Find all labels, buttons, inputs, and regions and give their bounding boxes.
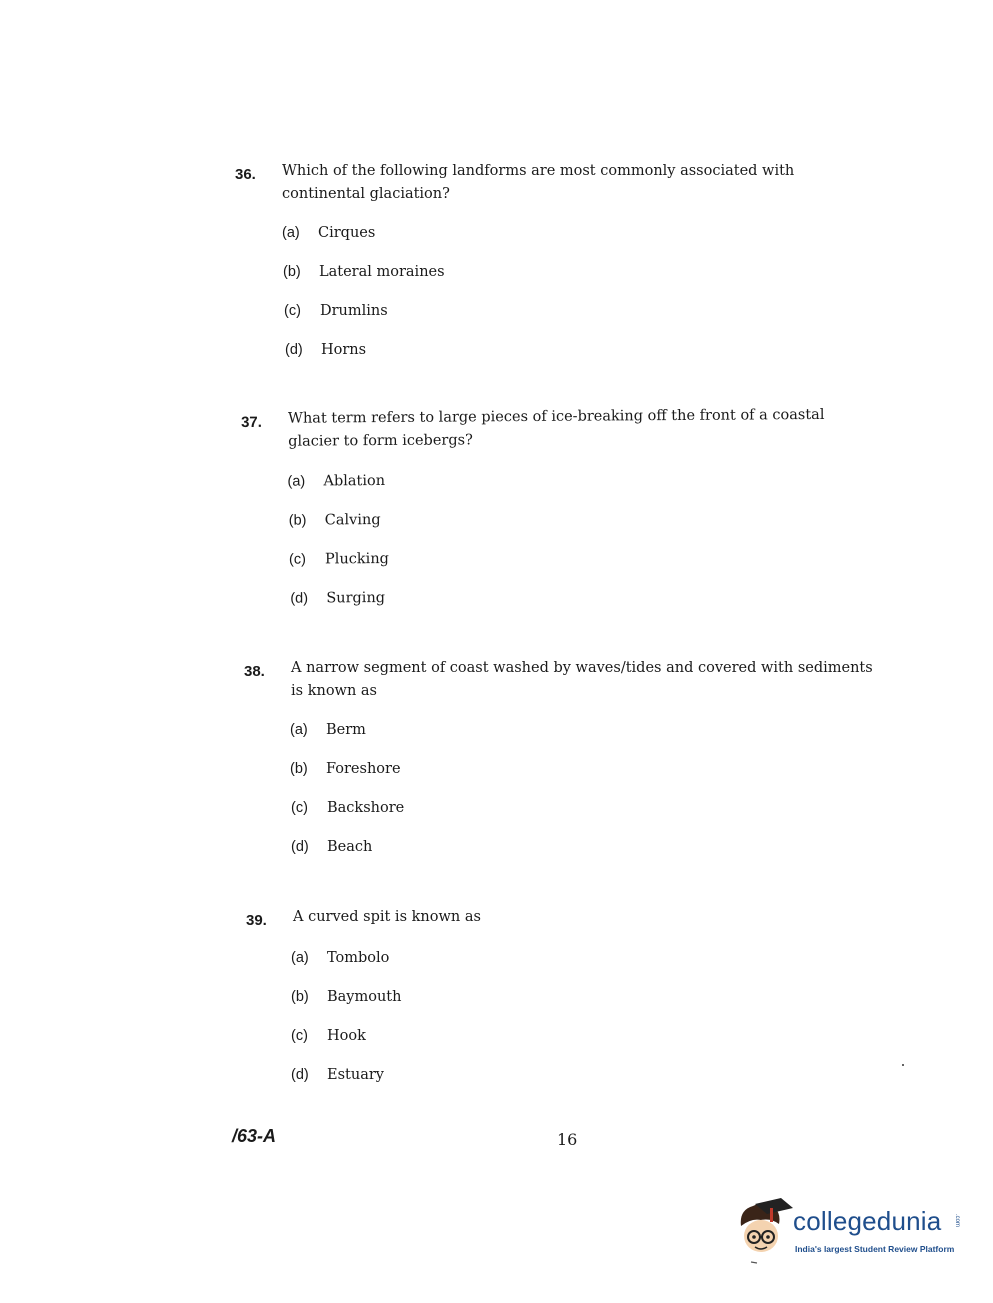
page-number: 16: [557, 1130, 578, 1149]
paper-code: /63-A: [232, 1126, 277, 1146]
option-text: Ablation: [323, 472, 386, 490]
option-letter: (c): [291, 800, 308, 816]
option-letter: (d): [285, 342, 303, 358]
collegedunia-logo: [735, 1196, 965, 1268]
option-text: Cirques: [318, 225, 376, 241]
question-number: 39.: [246, 912, 267, 929]
option-text: Tombolo: [327, 950, 390, 966]
option-text: Foreshore: [326, 761, 401, 777]
question-text: What term refers to large pieces of ice-breaking off the front of a coastal glacier to form icebergs?: [287, 406, 825, 450]
question-number: 37.: [241, 413, 262, 431]
question-number: 36.: [235, 166, 256, 183]
option-letter: (b): [283, 264, 301, 280]
option-text: Backshore: [327, 800, 405, 816]
question-text: Which of the following landforms are most commonly associated with continental glaciation?: [282, 163, 795, 202]
option-text: Calving: [324, 512, 381, 529]
option-letter: (c): [288, 551, 306, 568]
option-text: Horns: [321, 342, 367, 358]
option-letter: (a): [282, 225, 300, 241]
scan-speck: [902, 1064, 904, 1066]
option-text: Baymouth: [327, 989, 402, 1005]
option-text: Lateral moraines: [319, 264, 445, 280]
option-text: Surging: [326, 589, 386, 607]
option-letter: (c): [284, 303, 301, 319]
question-text: A curved spit is known as: [293, 909, 481, 925]
question-text: A narrow segment of coast washed by waves/tides and covered with sediments is known as: [291, 660, 873, 699]
brand-tagline: India's largest Student Review Platform: [795, 1244, 955, 1254]
question-number: 38.: [244, 663, 265, 680]
option-letter: (b): [290, 761, 308, 777]
option-text: Hook: [327, 1028, 366, 1044]
option-text: Estuary: [327, 1067, 384, 1083]
option-letter: (a): [290, 722, 308, 738]
option-text: Berm: [326, 722, 366, 738]
option-letter: (c): [291, 1028, 308, 1044]
option-text: Drumlins: [320, 303, 388, 319]
option-letter: (b): [288, 512, 307, 529]
option-letter: (d): [290, 590, 309, 607]
option-letter: (a): [287, 473, 306, 490]
option-text: Beach: [327, 839, 373, 855]
option-text: Plucking: [324, 550, 389, 568]
brand-dotcom: .com: [954, 1214, 960, 1228]
brand-name: collegedunia: [793, 1206, 942, 1236]
option-letter: (a): [291, 950, 309, 966]
option-letter: (d): [291, 1067, 309, 1083]
option-letter: (b): [291, 989, 309, 1005]
option-letter: (d): [291, 839, 309, 855]
student-mascot-icon: [735, 1196, 793, 1264]
